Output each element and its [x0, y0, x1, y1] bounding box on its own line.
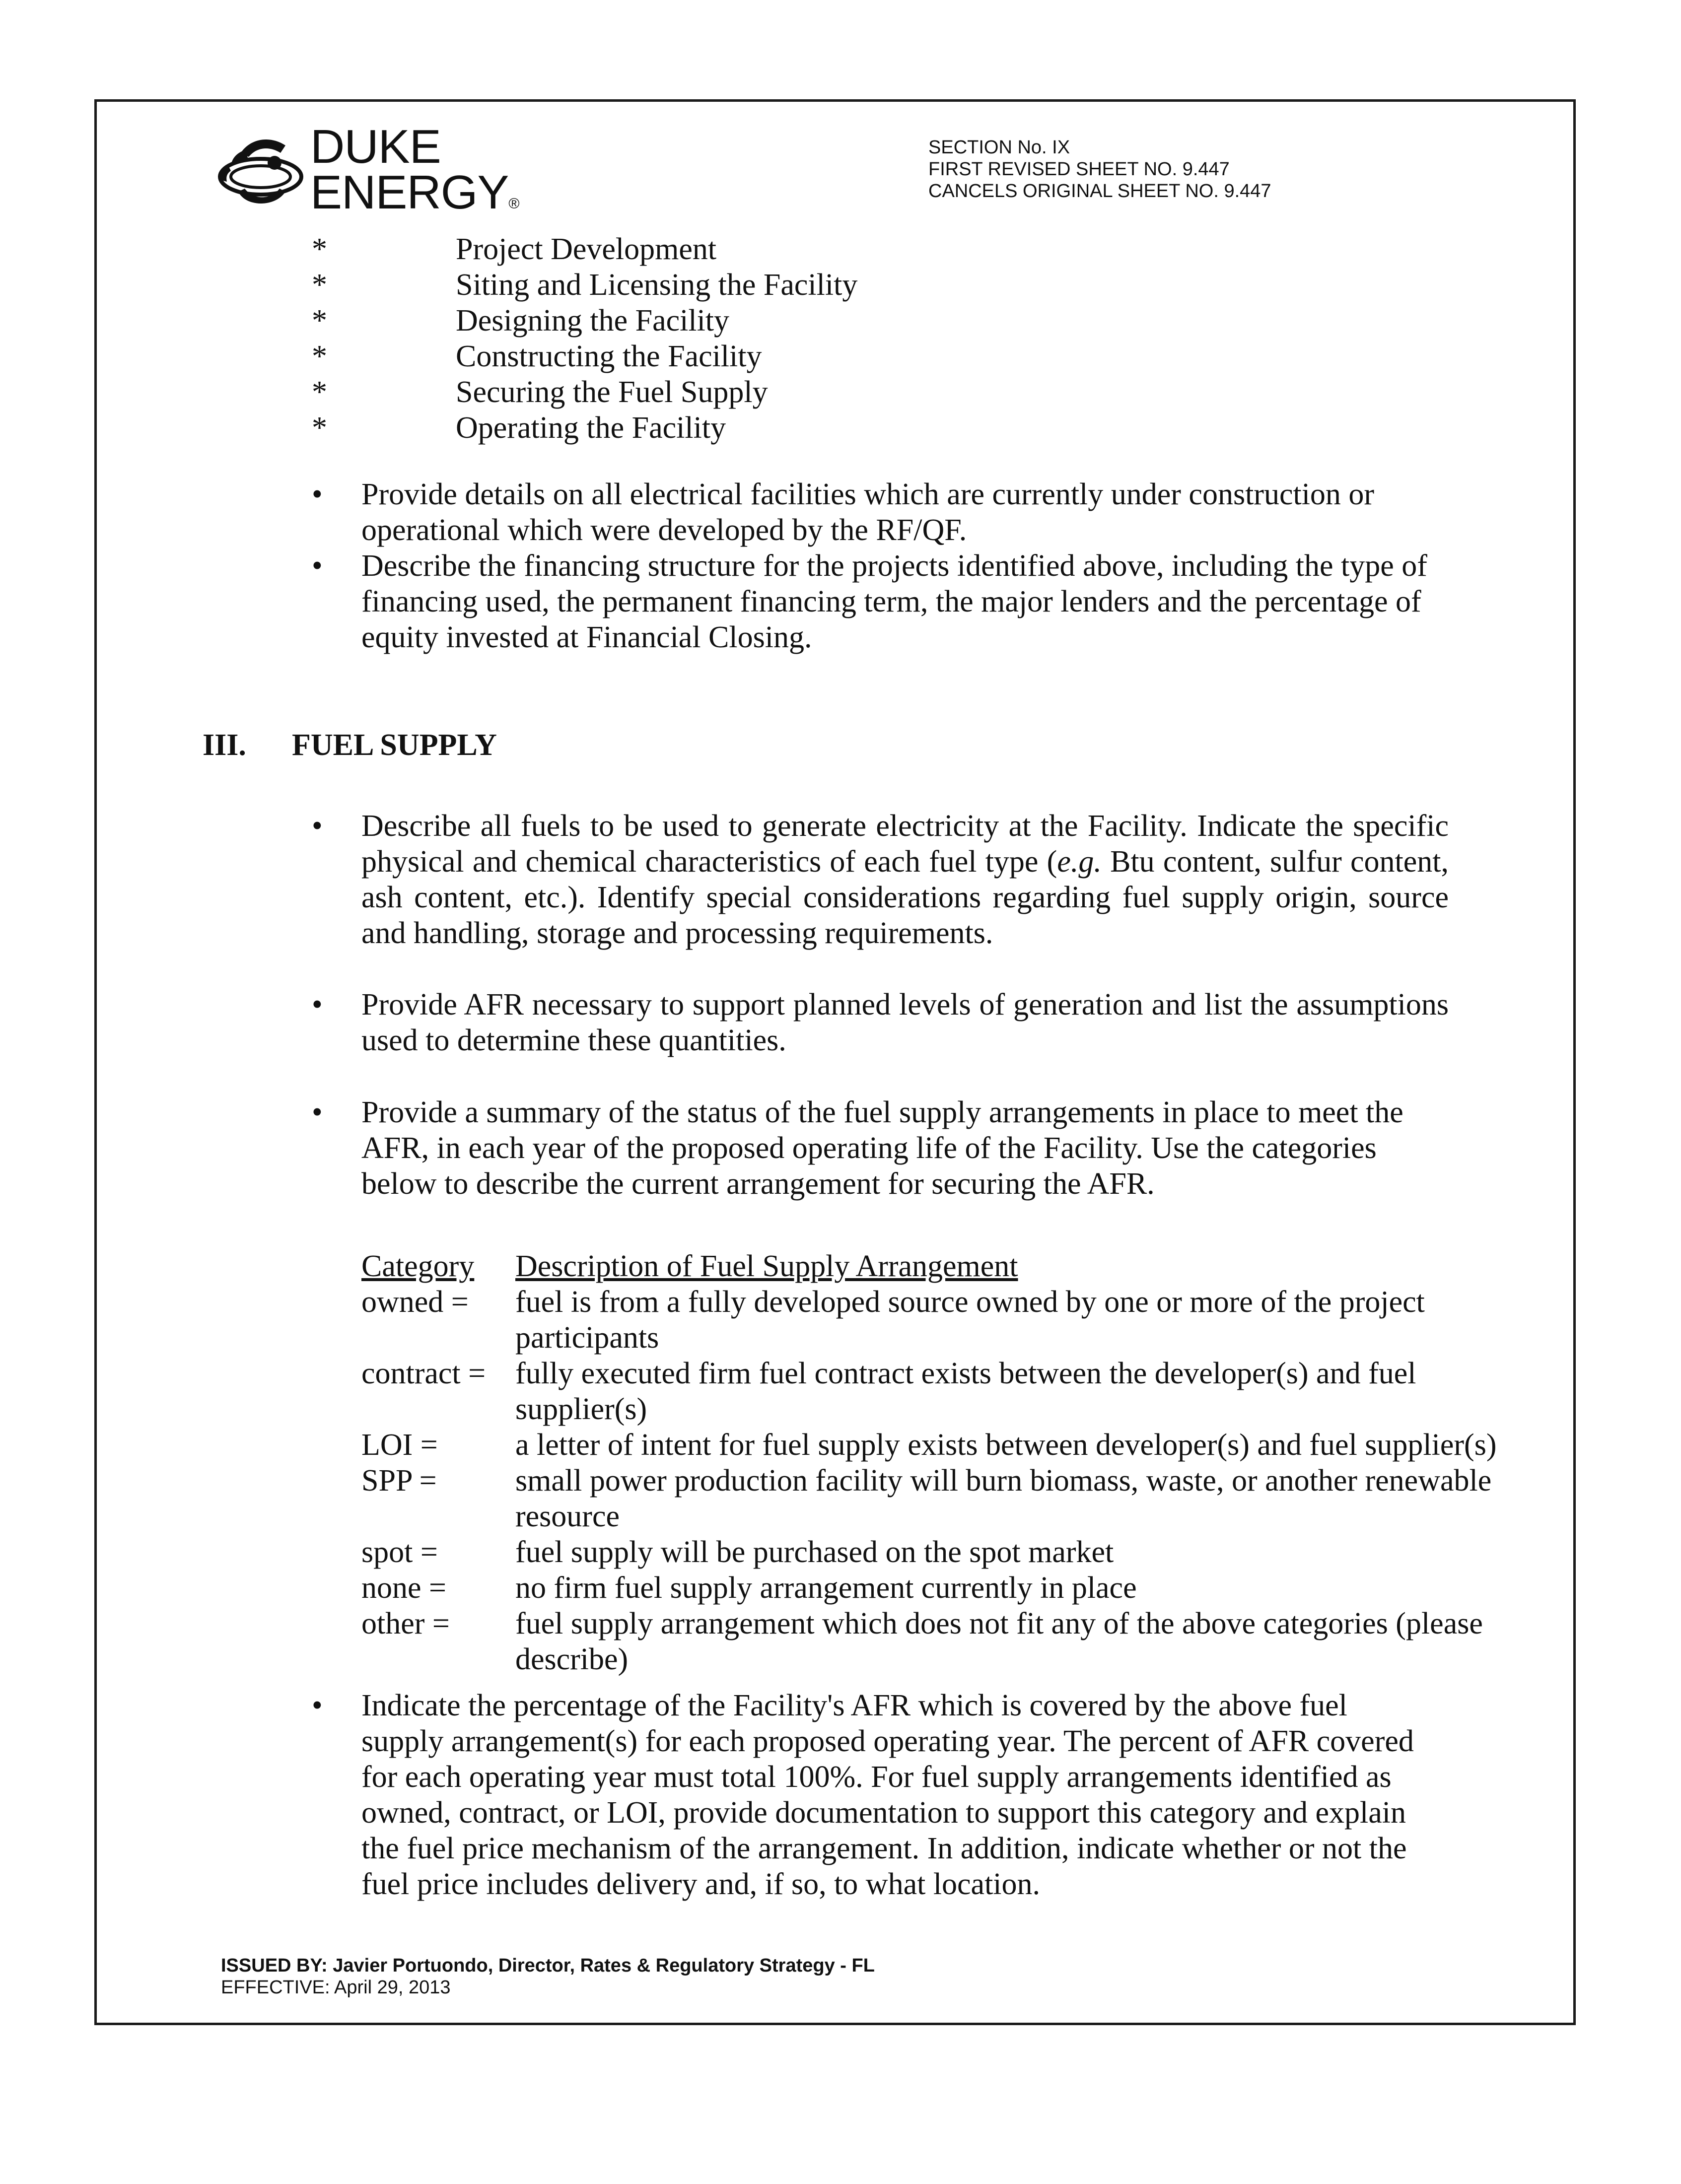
section-title: FUEL SUPPLY: [292, 728, 497, 762]
list-item-text: Designing the Facility: [456, 304, 730, 338]
category-description: fuel supply will be purchased on the spot market: [515, 1535, 1114, 1569]
logo-line-1: DUKE: [310, 120, 441, 173]
category-term: none =: [361, 1571, 446, 1605]
section-heading: [203, 727, 497, 763]
duke-energy-emblem-icon: [211, 133, 305, 217]
sheet-info: [928, 136, 1271, 202]
issued-by-value: Javier Portuondo, Director, Rates & Regulatory Strategy - FL: [333, 1955, 875, 1976]
category-table: [361, 1248, 1533, 1677]
footer: [221, 1955, 875, 1998]
bullet-text-part: Describe all fuels to be used to generate electricity at the Facility. Indicate the specific physical and chemical characteristics of each fuel type (: [361, 809, 1449, 879]
bullet-text: Provide details on all electrical facilities which are currently under construction or operational which were developed by the RF/QF.: [361, 478, 1375, 547]
table-row: [361, 1606, 1533, 1677]
category-term: owned =: [361, 1285, 469, 1319]
bullet-afr-percentage: [312, 1688, 1414, 1902]
table-row: [361, 1463, 1533, 1534]
category-description: fuel supply arrangement which does not fit any of the above categories (please describe): [515, 1607, 1483, 1676]
effective-date: April 29, 2013: [334, 1977, 451, 1998]
bullet-financing-structure: [312, 548, 1449, 655]
bullet-marker: •: [312, 1689, 323, 1722]
bullet-text-part: Btu content, sulfur content, ash content, etc.). Identify special considerations regarding fuel supply origin, source and handling, storage and processing requirements.: [361, 845, 1449, 950]
category-description: fully executed firm fuel contract exists between the developer(s) and fuel supplier(s): [515, 1357, 1416, 1426]
star-marker: *: [312, 268, 327, 302]
list-item-text: Operating the Facility: [456, 411, 726, 445]
bullet-marker: •: [312, 1095, 323, 1129]
category-description: small power production facility will burn biomass, waste, or another renewable resource: [515, 1464, 1492, 1533]
bullet-marker: •: [312, 809, 323, 843]
table-row: [361, 1284, 1533, 1356]
bullet-status-summary: [312, 1094, 1449, 1202]
logo-line-2: ENERGY: [310, 166, 509, 219]
duke-energy-logo: [211, 120, 519, 223]
effective-label: EFFECTIVE:: [221, 1977, 330, 1998]
issued-by-label: ISSUED BY:: [221, 1955, 328, 1976]
bullet-text-emphasis: e.g.: [1057, 845, 1102, 879]
table-row: [361, 1534, 1533, 1570]
category-description: fuel is from a fully developed source owned by one or more of the project participants: [515, 1285, 1425, 1355]
list-item: [312, 374, 857, 410]
category-term: SPP =: [361, 1464, 437, 1498]
list-item: [312, 410, 857, 446]
category-column-header: Category: [361, 1249, 475, 1283]
bullet-marker: •: [312, 549, 323, 583]
logo-wordmark: [310, 120, 519, 227]
star-marker: *: [312, 232, 327, 266]
bullet-text: Describe the financing structure for the projects identified above, including the type of financing used, the permanent financing term, the major lenders and the percentage of equity invested at Financial Closing.: [361, 549, 1427, 654]
star-marker: *: [312, 375, 327, 409]
section-number-roman: III.: [203, 728, 246, 762]
bullet-describe-fuels: [312, 808, 1449, 951]
table-row: [361, 1356, 1533, 1427]
category-term: LOI =: [361, 1428, 438, 1462]
category-description: a letter of intent for fuel supply exists between developer(s) and fuel supplier(s): [515, 1428, 1497, 1462]
list-item: [312, 303, 857, 339]
bullet-electrical-facilities: [312, 477, 1449, 548]
cancels-sheet-number: CANCELS ORIGINAL SHEET NO. 9.447: [928, 181, 1271, 202]
category-term: other =: [361, 1607, 450, 1640]
list-item-text: Project Development: [456, 232, 717, 266]
category-description: no firm fuel supply arrangement currently in place: [515, 1571, 1137, 1605]
revised-sheet-number: FIRST REVISED SHEET NO. 9.447: [928, 159, 1230, 180]
category-term: spot =: [361, 1535, 438, 1569]
list-item: [312, 231, 857, 267]
list-item-text: Constructing the Facility: [456, 340, 762, 373]
list-item-text: Securing the Fuel Supply: [456, 375, 768, 409]
bullet-provide-afr: [312, 987, 1449, 1058]
star-marker: *: [312, 411, 327, 445]
list-item-text: Siting and Licensing the Facility: [456, 268, 858, 302]
star-marker: *: [312, 340, 327, 373]
star-marker: *: [312, 304, 327, 338]
category-term: contract =: [361, 1357, 486, 1390]
star-list: [312, 231, 857, 446]
description-column-header: Description of Fuel Supply Arrangement: [515, 1249, 1018, 1283]
bullet-text: Provide AFR necessary to support planned levels of generation and list the assumptions used to determine these quantities.: [361, 988, 1449, 1057]
section-number: SECTION No. IX: [928, 137, 1070, 158]
bullet-text: [361, 808, 1449, 951]
list-item: [312, 339, 857, 374]
bullet-text: Indicate the percentage of the Facility's AFR which is covered by the above fuel supply arrangement(s) for each proposed operating year. The percent of AFR covered for each operating year must total 100%. For fuel supply arrangements identified as owned, contract, or LOI, provide documentation to support this category and explain the fuel price mechanism of the arrangement. In addition, indicate whether or not the fuel price includes delivery and, if so, to what location.: [361, 1689, 1414, 1901]
bullet-marker: •: [312, 988, 323, 1022]
bullet-text: Provide a summary of the status of the fuel supply arrangements in place to meet the AFR, in each year of the proposed operating life of the Facility. Use the categories below to describe the current arrangement for securing the AFR.: [361, 1095, 1403, 1201]
bullet-marker: •: [312, 478, 323, 511]
logo-registered-mark: ®: [508, 196, 519, 212]
list-item: [312, 267, 857, 303]
table-row: [361, 1570, 1533, 1606]
table-row: [361, 1427, 1533, 1463]
table-header-row: [361, 1248, 1533, 1284]
